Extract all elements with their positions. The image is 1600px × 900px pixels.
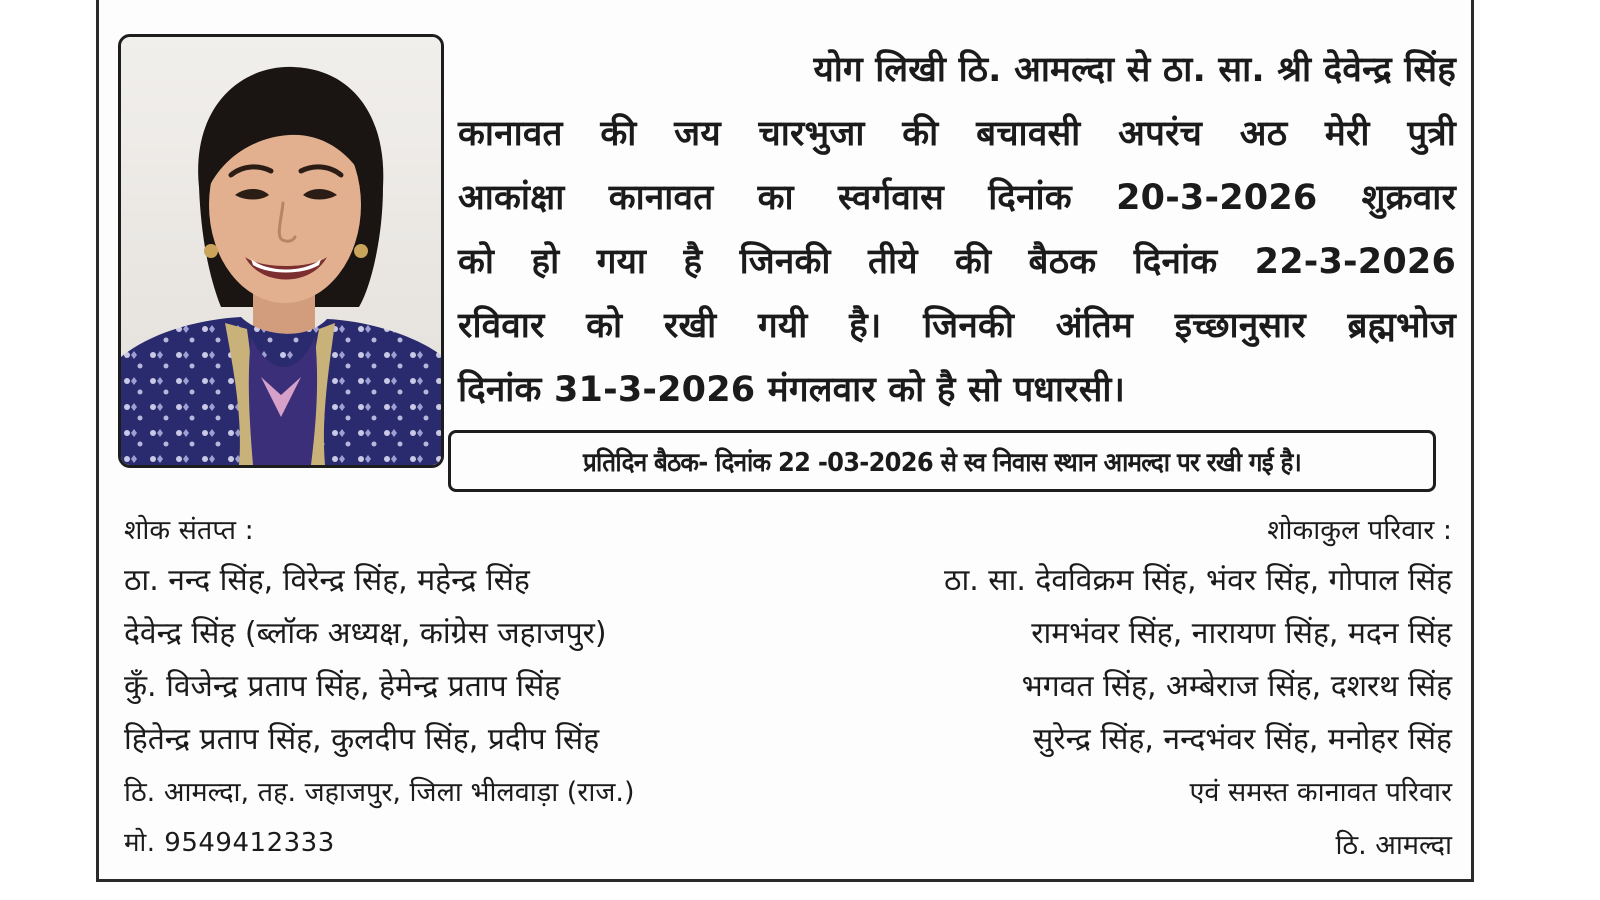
family-column xyxy=(752,508,1452,872)
mourners-heading: शोक संतप्त : xyxy=(124,515,254,546)
mourners-column xyxy=(124,508,824,867)
family-line: सुरेन्द्र सिंह, नन्दभंवर सिंह, मनोहर सिंह xyxy=(1033,722,1452,757)
notice-paragraph xyxy=(458,38,1456,422)
mourners-line: हितेन्द्र प्रताप सिंह, कुलदीप सिंह, प्रदीप सिंह xyxy=(124,722,600,757)
paragraph-line: कानावत की जय चारभुजा की बचावसी अपरंच अठ मेरी पुत्री xyxy=(458,114,1456,154)
portrait-photo xyxy=(118,34,444,468)
paragraph-line: आकांक्षा कानावत का स्वर्गवास दिनांक 20-3-2026 शुक्रवार xyxy=(458,178,1456,218)
mourners-line: कुँ. विजेन्द्र प्रताप सिंह, हेमेन्द्र प्रताप सिंह xyxy=(124,669,561,704)
mourners-phone: मो. 9549412333 xyxy=(124,828,335,858)
family-line: ठा. सा. देवविक्रम सिंह, भंवर सिंह, गोपाल सिंह xyxy=(944,563,1452,598)
paragraph-line: दिनांक 31-3-2026 मंगलवार को है सो पधारसी। xyxy=(458,370,1126,410)
family-village: ठि. आमल्दा xyxy=(1335,830,1452,861)
family-line: भगवत सिंह, अम्बेराज सिंह, दशरथ सिंह xyxy=(1021,669,1452,704)
daily-meeting-text: प्रतिदिन बैठक- दिनांक 22 -03-2026 से स्व निवास स्थान आमल्दा पर रखी गई है। xyxy=(582,448,1302,478)
mourners-line: ठा. नन्द सिंह, विरेन्द्र सिंह, महेन्द्र सिंह xyxy=(124,563,530,598)
paragraph-line: को हो गया है जिनकी तीये की बैठक दिनांक 22-3-2026 xyxy=(458,242,1456,282)
family-line: एवं समस्त कानावत परिवार xyxy=(1189,777,1452,808)
daily-meeting-box xyxy=(448,430,1436,492)
family-heading: शोकाकुल परिवार : xyxy=(1267,515,1452,546)
paragraph-line: रविवार को रखी गयी है। जिनकी अंतिम इच्छानुसार ब्रह्मभोज xyxy=(458,306,1456,346)
paragraph-line: योग लिखी ठि. आमल्दा से ठा. सा. श्री देवेन्द्र सिंह xyxy=(813,50,1456,90)
mourners-line: देवेन्द्र सिंह (ब्लॉक अध्यक्ष, कांग्रेस जहाजपुर) xyxy=(124,616,607,651)
family-line: रामभंवर सिंह, नारायण सिंह, मदन सिंह xyxy=(1031,616,1452,651)
mourners-address: ठि. आमल्दा, तह. जहाजपुर, जिला भीलवाड़ा (राज.) xyxy=(124,777,635,808)
